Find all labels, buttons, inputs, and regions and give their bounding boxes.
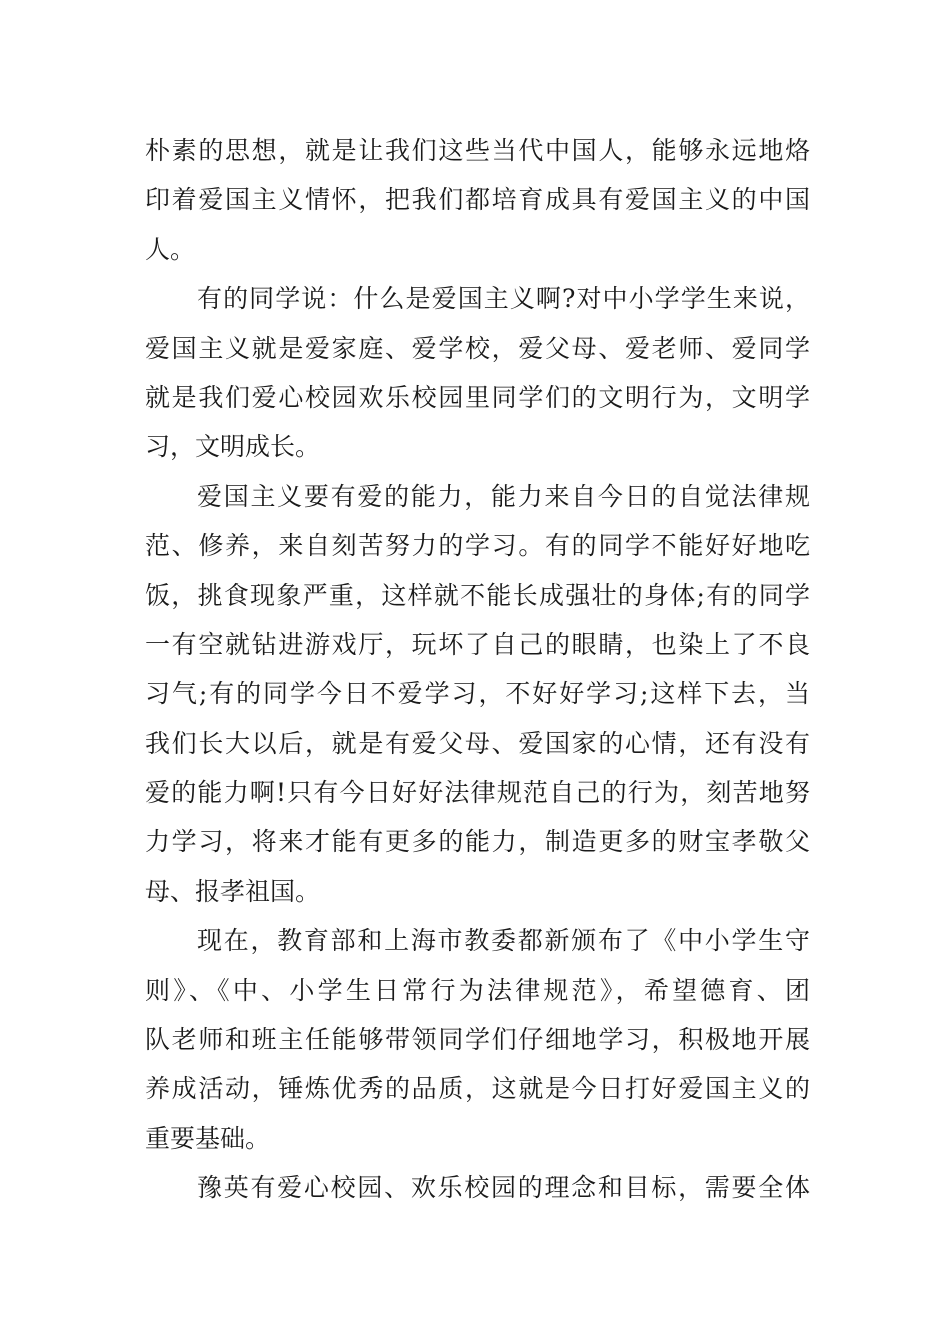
document-body (145, 126, 810, 1213)
text-line: 队老师和班主任能够带领同学们仔细地学习，积极地开展 (145, 1025, 810, 1055)
text-line: 则》、《中、小学生日常行为法律规范》，希望德育、团 (145, 975, 810, 1005)
text-line: 印着爱国主义情怀，把我们都培育成具有爱国主义的中国 (145, 185, 810, 215)
text-line: 习气;有的同学今日不爱学习，不好好学习;这样下去，当 (145, 679, 810, 709)
text-line: 爱的能力啊!只有今日好好法律规范自己的行为，刻苦地努 (145, 778, 810, 808)
text-line: 豫英有爱心校园、欢乐校园的理念和目标，需要全体 (197, 1173, 810, 1203)
text-line: 朴素的思想，就是让我们这些当代中国人，能够永远地烙 (145, 136, 810, 165)
text-line: 爱国主义就是爱家庭、爱学校，爱父母、爱老师、爱同学 (145, 333, 810, 363)
paragraph-1 (145, 126, 810, 274)
paragraph-2 (145, 274, 810, 472)
text-line: 饭，挑食现象严重，这样就不能长成强壮的身体;有的同学 (145, 580, 810, 610)
text-line: 养成活动，锤炼优秀的品质，这就是今日打好爱国主义的 (145, 1074, 810, 1104)
paragraph-3 (145, 472, 810, 917)
paragraph-4 (145, 916, 810, 1163)
text-line: 爱国主义要有爱的能力，能力来自今日的自觉法律规 (197, 481, 810, 511)
text-line: 力学习，将来才能有更多的能力，制造更多的财宝孝敬父 (145, 827, 810, 857)
text-line: 我们长大以后，就是有爱父母、爱国家的心情，还有没有 (145, 728, 810, 758)
text-line: 母、报孝祖国。 (145, 876, 321, 906)
text-line: 一有空就钻进游戏厅，玩坏了自己的眼睛，也染上了不良 (145, 629, 810, 659)
text-line: 有的同学说：什么是爱国主义啊?对中小学学生来说， (197, 284, 810, 314)
text-line: 人。 (145, 234, 196, 264)
text-line: 范、修养，来自刻苦努力的学习。有的同学不能好好地吃 (145, 531, 810, 561)
paragraph-5 (145, 1163, 810, 1212)
text-line: 现在，教育部和上海市教委都新颁布了《中小学生守 (197, 926, 810, 956)
text-line: 就是我们爱心校园欢乐校园里同学们的文明行为，文明学 (145, 382, 810, 412)
text-line: 重要基础。 (145, 1123, 271, 1153)
text-line: 习，文明成长。 (145, 432, 321, 462)
